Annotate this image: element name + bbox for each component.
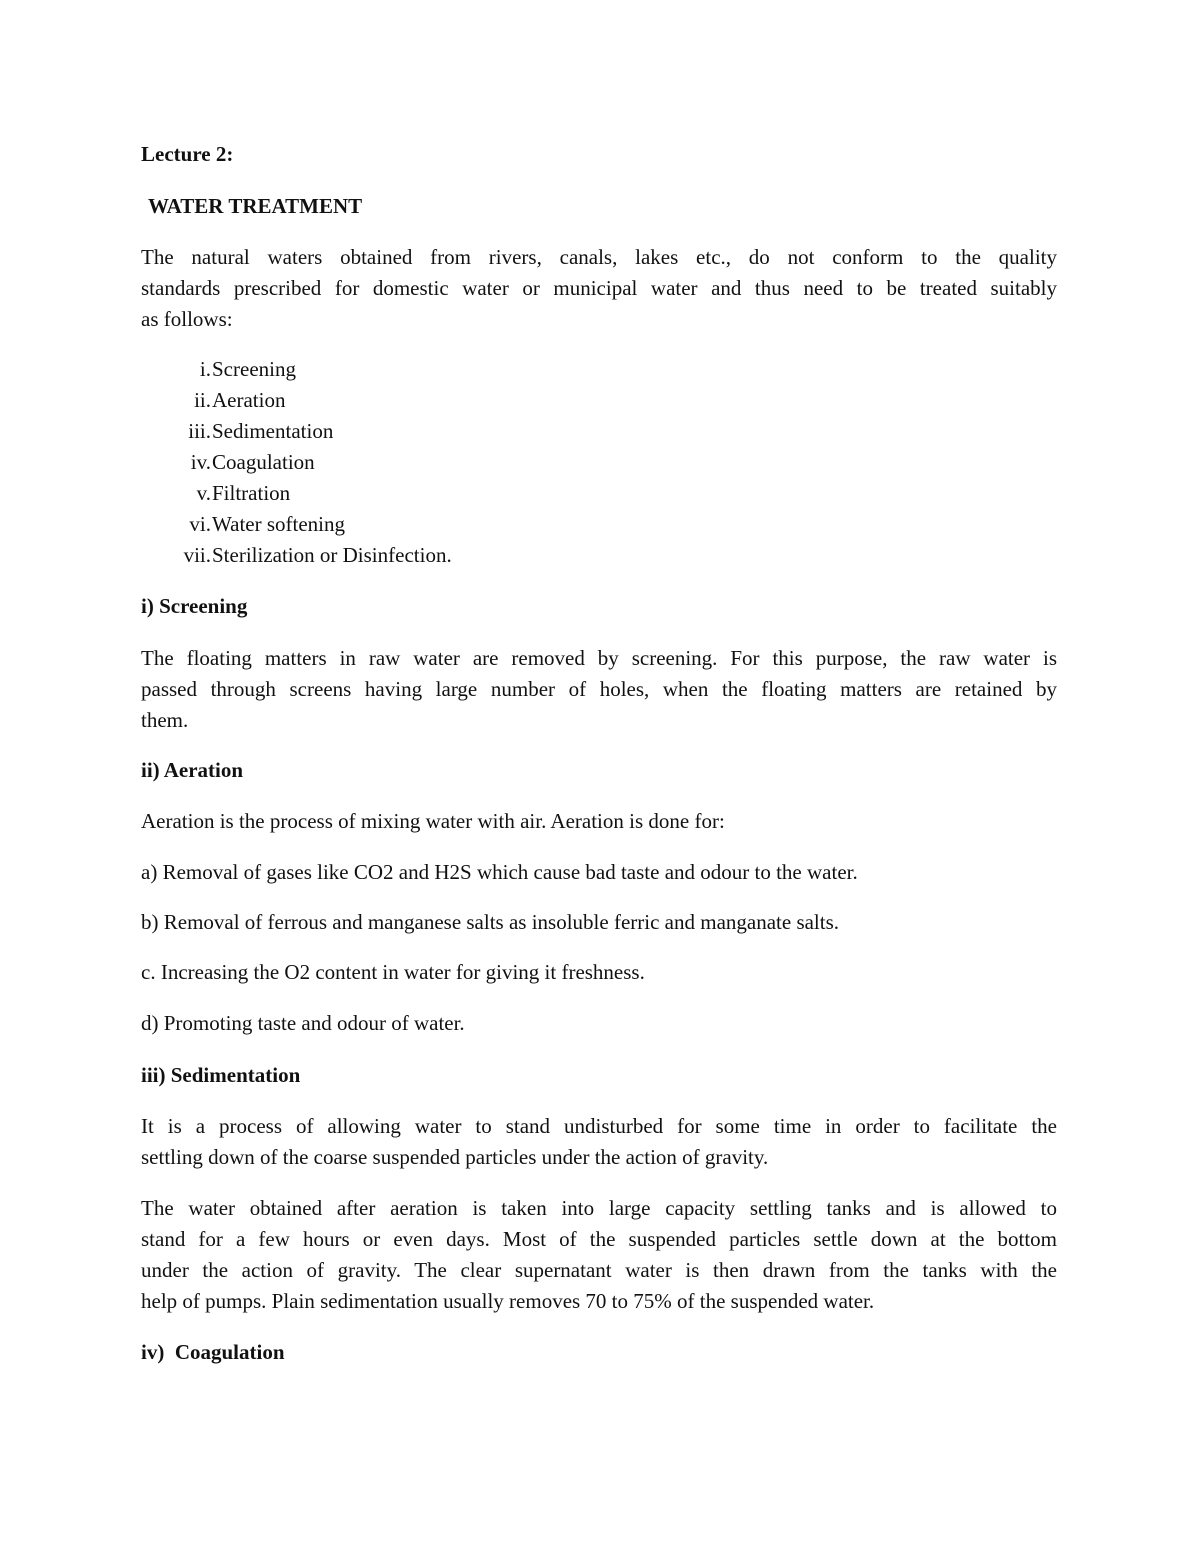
list-item-label: Water softening [212, 512, 346, 536]
intro-line: as follows: [141, 307, 233, 331]
treatment-steps-list [141, 354, 641, 571]
list-item [141, 354, 641, 385]
paragraph-line: under the action of gravity. The clear supernatant water is then drawn from the tanks with the [141, 1258, 1057, 1282]
list-item-label: Coagulation [212, 450, 315, 474]
list-item [141, 509, 641, 540]
list-item [141, 540, 641, 571]
list-item-label: Filtration [212, 481, 291, 505]
list-item-number: vi. [189, 512, 211, 536]
paragraph-line: stand for a few hours or even days. Most of the suspended particles settle down at the bottom [141, 1227, 1057, 1251]
list-item-number: i. [199, 357, 211, 381]
list-item-number: iii. [188, 419, 211, 443]
list-item [141, 385, 641, 416]
list-item-label: Screening [212, 357, 296, 381]
paragraph-line: help of pumps. Plain sedimentation usually removes 70 to 75% of the suspended water. [141, 1289, 875, 1313]
list-item-number: v. [196, 481, 211, 505]
sedimentation-heading: iii) Sedimentation [141, 1063, 301, 1087]
aeration-intro: Aeration is the process of mixing water with air. Aeration is done for: [141, 809, 725, 833]
list-item-number: iv. [190, 450, 211, 474]
intro-line: standards prescribed for domestic water or municipal water and thus need to be treated suitably [141, 276, 1057, 300]
aeration-point-c: c. Increasing the O2 content in water for giving it freshness. [141, 960, 645, 984]
list-item-label: Aeration [212, 388, 286, 412]
paragraph-line: settling down of the coarse suspended particles under the action of gravity. [141, 1145, 769, 1169]
aeration-point-b: b) Removal of ferrous and manganese salts as insoluble ferric and manganate salts. [141, 910, 840, 934]
intro-line: The natural waters obtained from rivers, canals, lakes etc., do not conform to the quality [141, 245, 1057, 269]
list-item [141, 447, 641, 478]
paragraph-line: It is a process of allowing water to stand undisturbed for some time in order to facilitate the [141, 1114, 1057, 1138]
aeration-point-d: d) Promoting taste and odour of water. [141, 1011, 465, 1035]
aeration-point-a: a) Removal of gases like CO2 and H2S which cause bad taste and odour to the water. [141, 860, 858, 884]
list-item-number: vii. [183, 543, 211, 567]
list-item [141, 478, 641, 509]
paragraph-line: passed through screens having large number of holes, when the floating matters are retained by [141, 677, 1057, 701]
list-item-label: Sterilization or Disinfection. [212, 543, 452, 567]
screening-heading: i) Screening [141, 594, 248, 618]
lecture-label: Lecture 2: [141, 142, 234, 166]
list-item-number: ii. [194, 388, 211, 412]
page-title: WATER TREATMENT [148, 194, 363, 218]
list-item [141, 416, 641, 447]
coagulation-heading: iv) Coagulation [141, 1340, 285, 1364]
paragraph-line: them. [141, 708, 189, 732]
paragraph-line: The water obtained after aeration is taken into large capacity settling tanks and is allowed to [141, 1196, 1057, 1220]
paragraph-line: The floating matters in raw water are removed by screening. For this purpose, the raw water is [141, 646, 1057, 670]
list-item-label: Sedimentation [212, 419, 334, 443]
aeration-heading: ii) Aeration [141, 758, 244, 782]
